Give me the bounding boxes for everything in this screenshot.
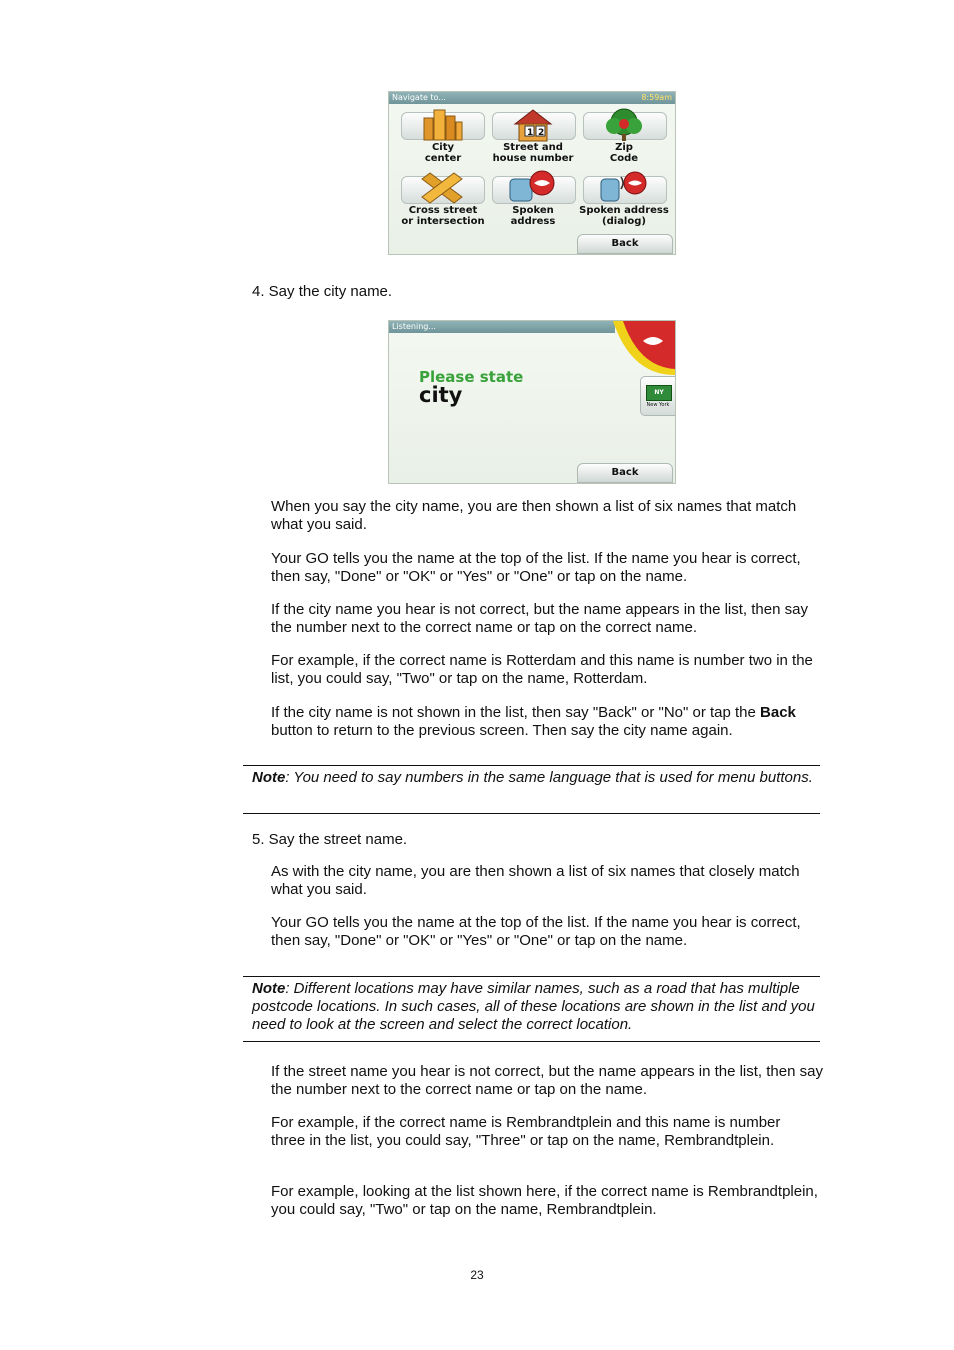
note-rule-bottom (243, 1041, 820, 1042)
paragraph: For example, if the correct name is Rembrandtplein and this name is number three in the list, you could say, "Three" or tap on the name, Rembrandtplein. (271, 1114, 781, 1149)
listening-screen (388, 320, 676, 484)
screen-title: Navigate to... (392, 93, 446, 102)
back-button[interactable]: Back (577, 234, 673, 254)
sign-button[interactable] (640, 376, 676, 416)
street-and-house-number-label: Street and house number (492, 142, 574, 164)
screen-title-bar (389, 321, 615, 333)
sign-icon: NY (646, 385, 672, 401)
note-rule-top (243, 765, 820, 766)
zip-code-label: Zip Code (609, 142, 639, 164)
crossroads-icon (420, 171, 464, 205)
navigate-to-screen (388, 91, 676, 255)
back-button[interactable]: Back (577, 463, 673, 483)
house-icon (511, 108, 555, 142)
paragraph: As with the city name, you are then shown a list of six names that closely match what you said. (271, 863, 800, 898)
step-4: 4. Say the city name. (252, 283, 393, 300)
note-2: Note: Different locations may have similar names, such as a road that has multiple postcode locations. In such cases, all of these locations are shown in the list and you need to look at the screen and select the correct location. (252, 980, 815, 1033)
screen-title-bar (389, 92, 675, 104)
note-rule-top (243, 976, 820, 977)
city-buildings-icon (420, 108, 464, 142)
spoken-address-dialog-label: Spoken address (dialog) (579, 205, 669, 227)
prompt-text: Please state (419, 368, 524, 386)
city-center-label: City center (424, 142, 462, 164)
zip-code-tree-icon (602, 108, 646, 142)
field-text: city (419, 383, 463, 407)
svg-text:2: 2 (538, 128, 545, 138)
page-number: 23 (470, 1268, 484, 1282)
clock: 8:59am (641, 93, 672, 102)
note-rule-bottom (243, 813, 820, 814)
cross-street-label: Cross street or intersection (401, 205, 485, 227)
paragraph: Your GO tells you the name at the top of the list. If the name you hear is correct, then say, "Done" or "OK" or "Yes" or "One" or tap on the name. (271, 914, 801, 949)
paragraph: For example, looking at the list shown here, if the correct name is Rembrandtplein, you could say, "Two" or tap on the name, Rembrandtplein. (271, 1183, 818, 1218)
speech-lips-icon (506, 169, 556, 205)
svg-text:1: 1 (527, 128, 534, 138)
sign-label: New York (646, 402, 670, 408)
microphone-lips-icon (611, 321, 675, 375)
paragraph: If the city name you hear is not correct, but the name appears in the list, then say the number next to the correct name or tap on the correct name. (271, 601, 808, 636)
paragraph: Your GO tells you the name at the top of the list. If the name you hear is correct, then say, "Done" or "OK" or "Yes" or "One" or tap on the name. (271, 550, 801, 585)
step-5: 5. Say the street name. (252, 831, 408, 848)
paragraph-back: If the city name is not shown in the list, then say "Back" or "No" or tap the Back button to return to the previous screen. Then say the city name again. (271, 704, 796, 739)
note-1: Note: You need to say numbers in the same language that is used for menu buttons. (252, 769, 813, 786)
paragraph: When you say the city name, you are then shown a list of six names that match what you said. (271, 498, 797, 533)
paragraph: For example, if the correct name is Rotterdam and this name is number two in the list, you could say, "Two" or tap on the name, Rotterdam. (271, 652, 813, 687)
speech-dialog-icon (597, 169, 647, 205)
back-term: Back (760, 704, 796, 721)
spoken-address-label: Spoken address (510, 205, 556, 227)
paragraph: If the street name you hear is not correct, but the name appears in the list, then say the number next to the correct name or tap on the name. (271, 1063, 823, 1098)
screen-title: Listening... (392, 322, 436, 331)
